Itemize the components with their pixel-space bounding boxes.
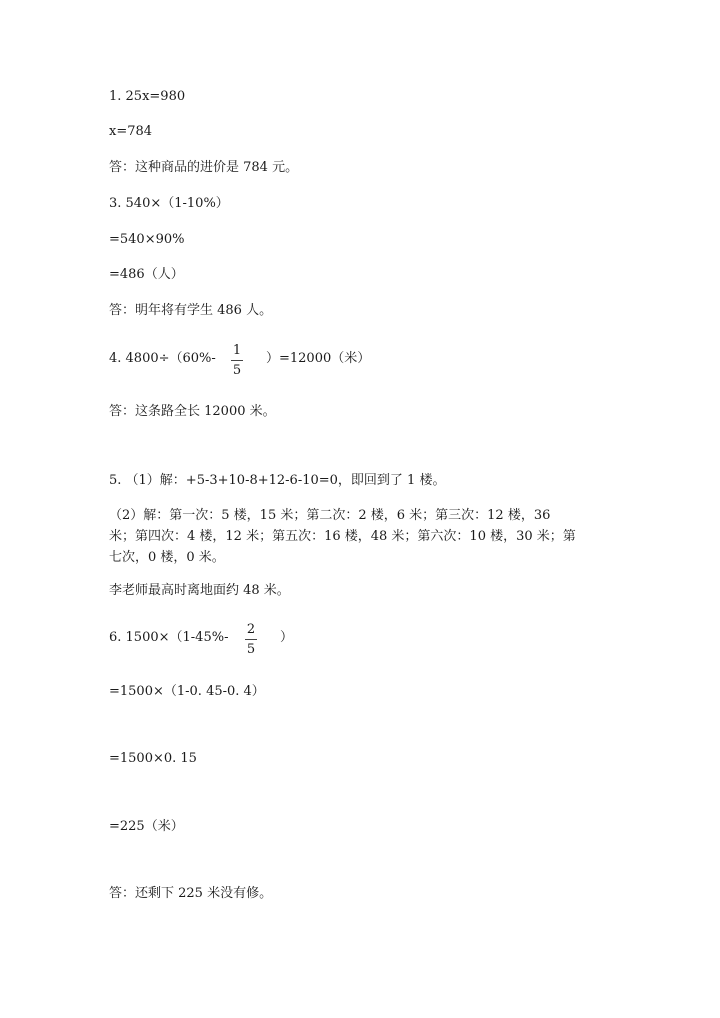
problem-4-line-start: 4. 4800÷（60%- [109, 351, 216, 366]
fraction-denominator: 5 [232, 363, 242, 378]
problem-5-part-2: （2）解：第一次：5 楼，15 米；第二次：2 楼，6 米；第三次：12 楼，36 米；第四次：4 楼，12 米；第五次：16 楼，48 米；第六次：10 楼，30 米；第七次，0 楼，0 米。 [109, 508, 576, 565]
fraction-numerator: 1 [232, 343, 242, 358]
calc-line: =1500×0. 15 [109, 751, 197, 766]
equation-line: 1. 25x=980 [109, 89, 186, 104]
problem-5-part-1: 5. （1）解：+5-3+10-8+12-6-10=0，即回到了 1 楼。 [109, 473, 446, 488]
answer-line: 李老师最高时离地面约 48 米。 [109, 583, 290, 598]
fraction-bar [231, 360, 243, 361]
answer-line: 答：这种商品的进价是 784 元。 [109, 160, 299, 175]
answer-line: 答：还剩下 225 米没有修。 [109, 886, 273, 901]
fraction-bar [245, 639, 257, 640]
answer-line: 答：明年将有学生 486 人。 [109, 303, 273, 318]
fraction-two-fifths [244, 622, 258, 657]
problem-4-line-end: ）=12000（米） [266, 351, 371, 366]
problem-6-line-end: ） [280, 630, 294, 645]
calc-line: =540×90% [109, 232, 185, 247]
problem-3-line: 3. 540×（1-10%） [109, 196, 229, 211]
solution-line: x=784 [109, 124, 153, 139]
answer-line: 答：这条路全长 12000 米。 [109, 404, 276, 419]
fraction-denominator: 5 [246, 642, 256, 657]
result-line: =486（人） [109, 267, 184, 282]
fraction-numerator: 2 [246, 622, 256, 637]
fraction-one-fifth [230, 343, 244, 378]
calc-line: =1500×（1-0. 45-0. 4） [109, 684, 265, 699]
problem-6-line-start: 6. 1500×（1-45%- [109, 630, 229, 645]
result-line: =225（米） [109, 819, 184, 834]
